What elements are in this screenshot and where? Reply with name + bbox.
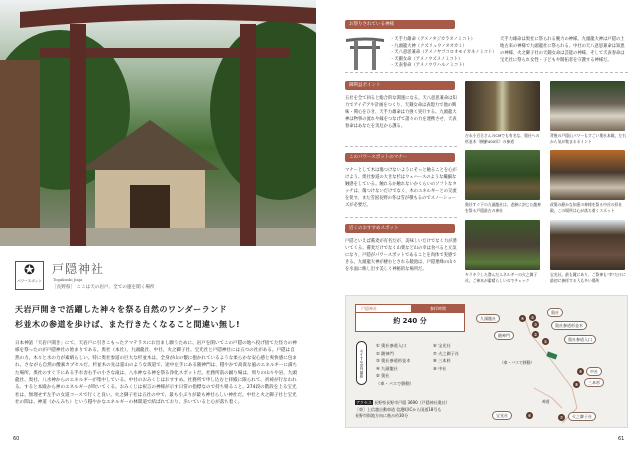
- divider: [345, 146, 457, 147]
- map-label: 中社: [586, 367, 602, 376]
- photo-hokosha: [550, 220, 625, 270]
- power-spot-badge: [15, 261, 44, 290]
- nearby-text: 戸隠といえば蕎麦が有名だが、美味しいだけでなく力が湧いてくる。蕎麦だけでなく山菜など山の幸は食べると元気になり、戸隠がパワースポットであることを肉体で実感できる。九頭龍大神が棲むとされる鏡池は、戸隠連峰の山々を水面に映し出す美しく神秘的な場所だ。: [345, 239, 457, 272]
- photo-caption: 奥社すぐ下の九頭龍社は、老齢に封じた龍神を祭る戸隠最古の神社: [465, 202, 541, 213]
- map-label: 奥社: [547, 308, 563, 317]
- togakushi-shrine-photo: [0, 0, 316, 246]
- map-marker: ⑦: [559, 415, 564, 420]
- route-stop: ③ 奥社参道杉並木: [376, 358, 411, 363]
- page-title: 戸隠神社: [52, 262, 105, 276]
- map-label: （車・バスで移動）: [500, 360, 535, 365]
- deity-item: ・天表春命（アメノウワハルノミコト）: [390, 63, 467, 69]
- access-info: [355, 400, 450, 420]
- map-marker: ①: [543, 339, 548, 344]
- route-stop: ⑥ 宝光社: [433, 343, 451, 348]
- access-line: ［車］上信越自動車道 信濃町ICから国道18号も: [355, 406, 442, 412]
- divider: [345, 72, 628, 73]
- route-stop: ② 随神門: [376, 350, 394, 356]
- map-marker: ⑥: [527, 413, 532, 418]
- route-box: [345, 295, 628, 428]
- route-stop: ⑧ 三本杉: [433, 358, 451, 363]
- map-label: 随神門: [494, 331, 514, 340]
- star-icon: ✪: [24, 263, 35, 278]
- route-tab-name: 戸隠神社: [356, 305, 411, 313]
- nearby-heading: 近くのおすすめスポット: [345, 224, 455, 233]
- badge-label: パワースポット: [17, 279, 42, 283]
- route-stop: （車・バスで移動）: [376, 380, 414, 386]
- benefits-text: 五社を全て回ると総合的な開運になる。天八意思兼命は知力でアイデアや計画をつくり、天鈿女命は表現力で他の興味・関心をひき、天手力雄命は力強く実行する。九頭龍大神は物事の流れや縁をつなげて諸々の力を連携させ、天表春命はあなたを災厄から護る。: [345, 96, 457, 129]
- map-label: 神道: [542, 399, 550, 404]
- photo-hinomikosha: [465, 220, 540, 270]
- route-stop: ⑨ 中社: [433, 365, 447, 371]
- route-stop: ⑦ 火之御子社: [433, 350, 460, 356]
- page-number-left: 60: [13, 436, 20, 442]
- headline-2: 杉並木の参道を歩けば、また行きたくなること間違い無し!: [15, 320, 241, 329]
- recommended-route-bubble: おすすめ参拝順路: [356, 341, 367, 385]
- deity-item: ・天鈿女命（アメノウズメノミコト）: [390, 56, 463, 62]
- photo-caption: 改築の静かな知恵の神様を祭る中社の拝社殿。この場所は心が落ち着くスポット: [550, 202, 623, 213]
- duration-card: [355, 304, 465, 332]
- torii-icon: [345, 36, 385, 74]
- headline-1: 天岩戸開きで活躍した神々を祭る自然のワンダーランド: [15, 305, 228, 314]
- manners-heading: このパワースポットのマナー: [345, 153, 455, 162]
- photo-caption: 吉永小百合さんのCMでも有名な、奥社への杉並木（樹齢400年）の参道: [465, 133, 540, 144]
- divider: [345, 217, 457, 218]
- map-label: 奥社参道入口: [564, 335, 596, 344]
- map-label: 宝光社: [492, 411, 512, 420]
- title-romaji: Togakushi Jinja: [53, 277, 83, 282]
- deity-item: ・天手力雄命（アメノタジカラオノミコト）: [390, 37, 475, 42]
- route-stop: ⑤ 奥社: [376, 373, 390, 378]
- access-line: 長野市街地方向に進み約30分: [355, 413, 409, 418]
- deity-list: [390, 37, 497, 70]
- access-badge: アクセス: [356, 400, 372, 405]
- map-marker: ③: [533, 322, 538, 327]
- route-stop: ① 奥社参道入口: [376, 343, 407, 348]
- route-stop: ④ 九頭龍社: [376, 365, 398, 371]
- route-tab-label: 参拝時間: [411, 305, 465, 313]
- benefits-heading: 御利益ポイント: [345, 81, 455, 90]
- map-marker: ⑧: [574, 382, 579, 387]
- manners-text: マナーとして木は傷つけないようにそっと触ることを心がけよう。奥社参道の大きな杉はウェハースのような繊細な触感をしている。触れるか触れないかくらいのソフトなタッチは、傷つけないだけでなく、木のエネルギーとの交流を促す。また雪国長野の冬は雪が積もるのでスノーシューズが必要だ。: [345, 168, 457, 208]
- map-marker: ④: [520, 316, 525, 321]
- photo-kuzuryusha: [465, 150, 540, 200]
- deity-item: ・天八意思兼命（アメノヤゴコロオモイカネノミコト）: [390, 50, 497, 56]
- photo-caption: 宝光社。最も麓にあり、ご祭神も"幸"だけに最初に参拝する人も多い場所: [550, 272, 626, 283]
- body-text: 日本神話「天岩戸開き」にて、天岩戸に引きこもったアマテラスにお出まし願うために、岩戸を開いてこの戸隠の地へ投げ捨てた怪力の神様を祭ったのが戸隠神社の始まりである。奥社（本社）、九頭龍社、中社、火之御子社、宝光社と戸隠神社には五つの社がある。戸隠は自然の力、木々と水の力が素晴らしい。特に奥社参道の巨大な杉並木は、全身が山の懐に抱かれているような柔らかな安心感と爽快感に包まれ、さながら自然の酸素カプセルだ。杉並木の先は霊山のような坂道で、途中左手にある随神門は、穏やかで高貴な風のエネルギーに満ちた場所。奥社のすぐ下にある手水舎右手の小さな滝は、八水神なる神を祭る浄化スポットだ。社務所前の踊り場は、周りの山々や岩、九頭龍社、奥社、八水神からのエネルギーが集中している。中社のおみくじはおすすめ。社務所で申し込むと拝殿に限られて、祈祷が行なわれる。すると本殿から神のエネルギーが吹いてくる。おみくじは祝言の神様が示す日常の指標なので持ち帰ること。274段の階段を上る宝光社は、無理せず左手の女道コースで行くと良い。火之御子社は五社の中で、最も小ぶりが最も神社らしい神社だ。中社と火之御子社と宝光社の間は、神道（かんみち）という穏やかなエネルギーの林間道で結ばれており、歩いていると心が落ち着く。: [15, 341, 298, 406]
- map-marker: ②: [533, 332, 538, 337]
- map-label: 火之御子社: [568, 412, 596, 421]
- route-map: [472, 298, 628, 428]
- deities-heading: お祭りされている神様: [345, 20, 455, 29]
- photo-caption: キラキラした澄んだエネルギーの火之御子社。ご神木が素晴らしいのでチェック: [465, 272, 538, 283]
- map-label: 奥社参道杉並木: [551, 321, 587, 330]
- deity-item: ・九頭龍大神（クズリュウノオオカミ）: [390, 43, 467, 49]
- subtitle: ［長野県］ ここは天の岩戸。全ての運を開く場所: [52, 285, 155, 290]
- map-marker: ⑨: [578, 369, 583, 374]
- stops-right: [433, 342, 459, 372]
- duration-value: 約 240 分: [393, 317, 427, 325]
- photo-okusha: [550, 81, 625, 131]
- deity-description: 天手力雄命は奥社に祭られる腕力の神様。九頭龍大神は戸隠の土地古来の神様で九頭龍社に祭られる。中社の天八意思兼命は知恵の神様、火之御子社の天鈿女命は芸能の神様、そして天表春命は宝光社に祭られ女性・子どもや開拓者を守護する神様だ。: [500, 37, 625, 63]
- map-marker: ⑤: [530, 315, 535, 320]
- page-number-right: 61: [618, 436, 625, 442]
- photo-caption: 背後の戸隠山パワーもすごい奥社本殿。左右から気が集まるポイント: [550, 133, 626, 144]
- map-label: 三本杉: [584, 378, 604, 387]
- address: 長野県長野市戸隠 3690（戸隠神社奥社）: [374, 400, 450, 405]
- map-label: 九頭龍社: [476, 314, 500, 323]
- stops-left: [376, 342, 414, 387]
- photo-cedar-avenue: [465, 81, 540, 131]
- photo-chusha: [550, 150, 625, 200]
